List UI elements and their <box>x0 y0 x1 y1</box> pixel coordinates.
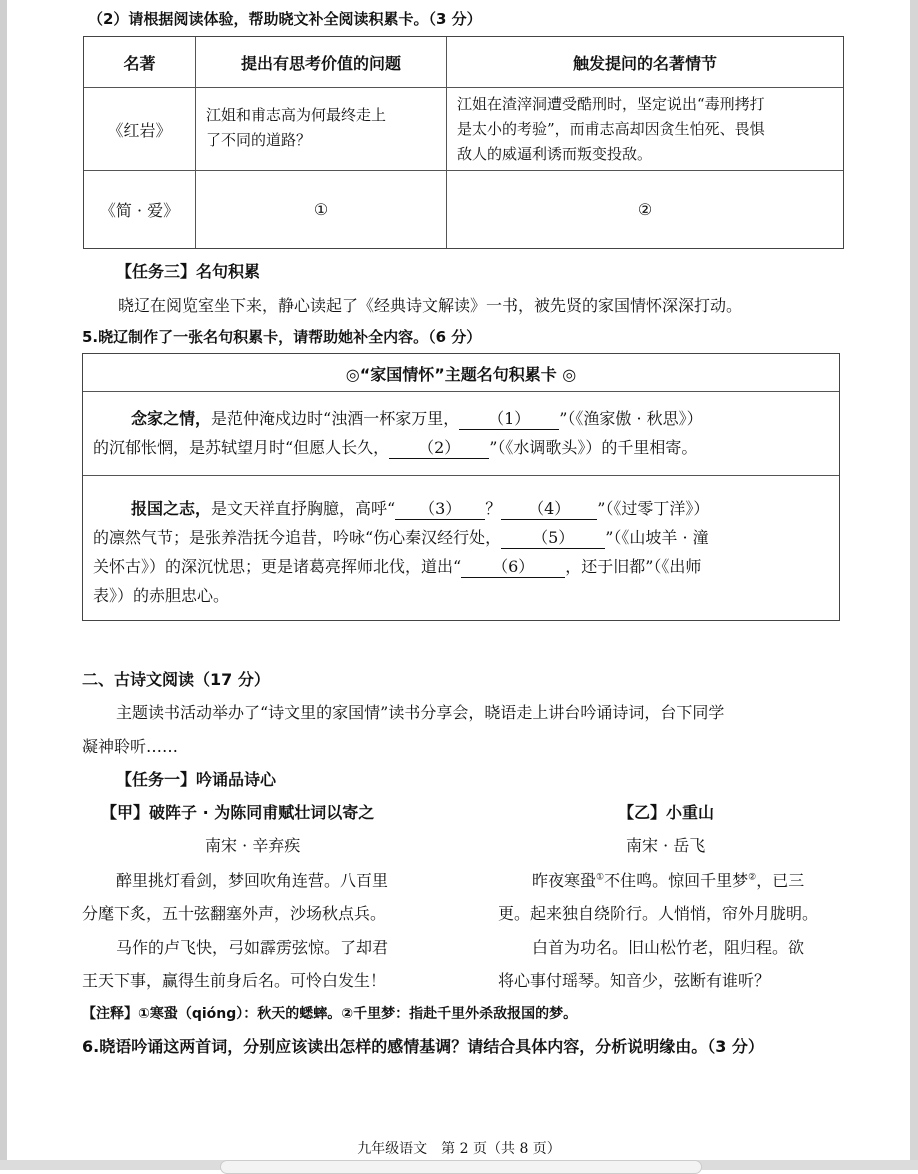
scroll-handle[interactable] <box>220 1160 702 1174</box>
task3-intro: 晓辽在阅览室坐下来，静心读起了《经典诗文解读》一书，被先贤的家国情怀深深打动。 <box>118 296 743 315</box>
section2-heading: 二、古诗文阅读（17 分） <box>82 670 270 689</box>
row2-book: 《简 · 爱》 <box>99 201 180 220</box>
blank-3[interactable]: （3） <box>395 499 485 520</box>
card-para-2-line-3: 关怀古》）的深沉忧思；更是诸葛亮挥师北伐，道出“ （6） ，还于旧都”（《出师 <box>93 557 702 576</box>
answer-blank-1[interactable]: ① <box>313 200 329 219</box>
page-edge-left <box>0 0 7 1170</box>
card-para-1-line-1: 念家之情，是范仲淹戍边时“浊酒一杯家万里， （1） ”（《渔家傲 · 秋思》） <box>131 409 703 428</box>
task1-heading: 【任务一】吟诵品诗心 <box>116 770 277 789</box>
footnote-marker-1: ① <box>596 872 605 883</box>
row1-plot: 江姐在渣滓洞遭受酷刑时，坚定说出“毒刑拷打 是太小的考验”，而甫志高却因贪生怕死、畏惧 敌人的威逼利诱而叛变投敌。 <box>457 95 765 163</box>
section2-intro-line-1: 主题读书活动举办了“诗文里的家国情”读书分享会，晓语走上讲台吟诵诗词，台下同学 <box>116 703 725 722</box>
poem-b-line-2: 更。起来独自绕阶行。人悄悄，帘外月胧明。 <box>498 904 819 923</box>
section2-intro-line-2: 凝神聆听…… <box>82 737 179 756</box>
page-footer: 九年级语文 第 2 页（共 8 页） <box>357 1141 561 1157</box>
header-question: 提出有思考价值的问题 <box>240 53 401 73</box>
blank-1[interactable]: （1） <box>459 409 559 430</box>
header-plot: 触发提问的名著情节 <box>572 53 717 73</box>
blank-6[interactable]: （6） <box>461 557 565 578</box>
card-para-2-line-4: 表》）的赤胆忠心。 <box>93 586 230 605</box>
quote-accumulation-card <box>82 353 840 621</box>
task3-heading: 【任务三】名句积累 <box>116 262 261 281</box>
poem-a-author: 南宋 · 辛弃疾 <box>205 836 301 855</box>
page-edge-right <box>910 0 918 1170</box>
annotation-note: 【注释】①寒蛩（qióng）：秋天的蟋蟀。②千里梦：指赴千里外杀敌报国的梦。 <box>82 1006 578 1022</box>
card-para-2-line-1: 报国之志，是文天祥直抒胸臆，高呼“ （3） ？ （4） ”（《过零丁洋》） <box>131 499 710 518</box>
card-title: ◎“家国情怀”主题名句积累卡 ◎ <box>345 365 577 384</box>
question-5-prompt: 5.晓辽制作了一张名句积累卡，请帮助她补全内容。（6 分） <box>82 328 482 346</box>
question-6-prompt: 6.晓语吟诵这两首词，分别应该读出怎样的感情基调？请结合具体内容，分析说明缘由。（3 分） <box>82 1037 764 1056</box>
poem-a-title: 【甲】破阵子 · 为陈同甫赋壮词以寄之 <box>101 803 375 822</box>
blank-4[interactable]: （4） <box>501 499 597 520</box>
poem-b-line-3: 白首为功名。旧山松竹老，阻归程。欲 <box>532 938 805 957</box>
card-para-2-line-2: 的凛然气节；是张养浩抚今追昔，吟咏“伤心秦汉经行处， （5） ”（《山坡羊 · 潼 <box>93 528 709 547</box>
header-book: 名著 <box>123 53 156 73</box>
poem-a-line-1: 醉里挑灯看剑，梦回吹角连营。八百里 <box>116 871 389 890</box>
poem-b-title: 【乙】小重山 <box>618 803 715 822</box>
poem-a-line-2: 分麾下炙，五十弦翻塞外声，沙场秋点兵。 <box>82 904 387 923</box>
row1-book: 《红岩》 <box>107 120 172 140</box>
question-2-prompt: （2）请根据阅读体验，帮助晓文补全阅读积累卡。（3 分） <box>88 10 482 28</box>
card-para-1-line-2: 的沉郁怅惘，是苏轼望月时“但愿人长久， （2） ”（《水调歌头》）的千里相寄。 <box>93 438 698 457</box>
row1-question: 江姐和甫志高为何最终走上 了不同的道路？ <box>206 106 387 149</box>
poem-b-author: 南宋 · 岳飞 <box>626 836 706 855</box>
footnote-marker-2: ② <box>748 872 757 883</box>
poem-a-line-4: 王天下事，赢得生前身后名。可怜白发生！ <box>82 971 387 990</box>
reading-card-table <box>83 36 844 249</box>
blank-2[interactable]: （2） <box>389 438 489 459</box>
poem-b-line-1: 昨夜寒蛩①不住鸣。惊回千里梦②，已三 <box>532 871 805 890</box>
blank-5[interactable]: （5） <box>501 528 605 549</box>
answer-blank-2[interactable]: ② <box>637 200 653 219</box>
poem-b-line-4: 将心事付瑶琴。知音少，弦断有谁听？ <box>498 971 771 990</box>
poem-a-line-3: 马作的卢飞快，弓如霹雳弦惊。了却君 <box>116 938 389 957</box>
